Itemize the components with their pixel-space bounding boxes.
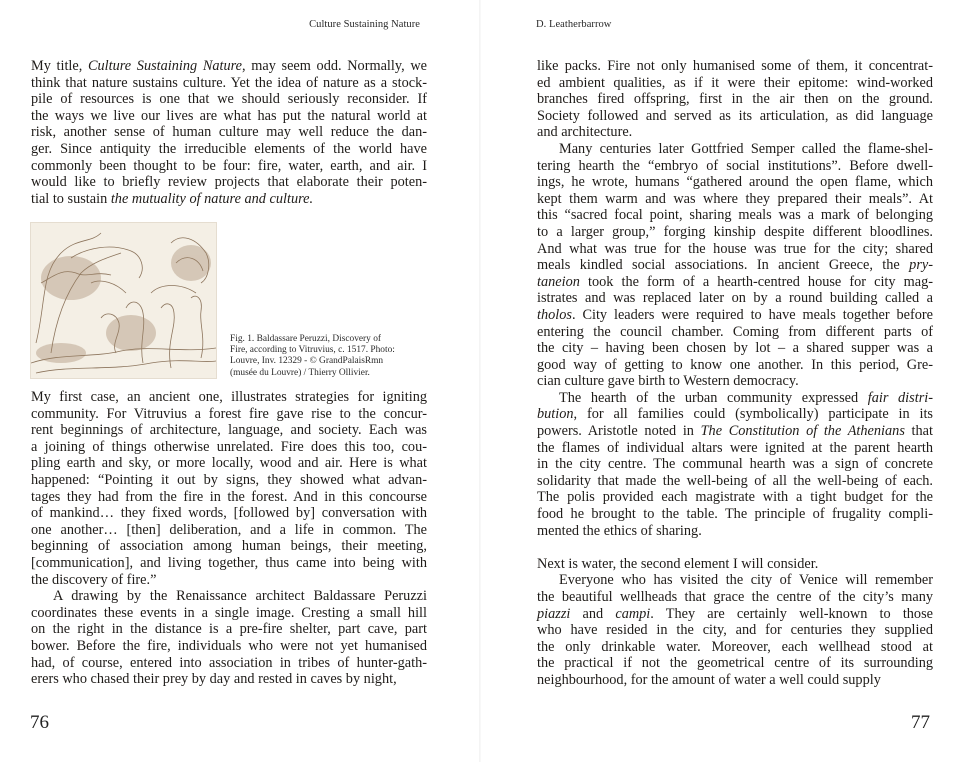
text-line: community. For Vitruvius a forest fire gave rise to the concur- [31,405,427,422]
text-line: The polis provided each magistrate with a tight budget for the [537,489,933,506]
text-line: cian culture gave birth to Western democracy. [537,373,799,390]
text-line: on the right in the distance is a pre-fire shelter, part cave, part [31,621,427,638]
running-head-left: Culture Sustaining Nature [309,19,420,30]
text-line: Everyone who has visited the city of Venice will remember [559,572,933,589]
text-line: the discovery of fire.” [31,571,157,588]
figure-peruzzi-drawing [30,222,217,379]
text-line: think that nature sustains culture. Yet the idea of nature as a stock- [31,74,427,91]
text-line: Many centuries later Gottfried Semper called the flame-shel- [559,140,933,157]
text-line: bution, for all families could (symbolically) participate in its [537,406,933,423]
intro-paragraph [31,58,427,207]
caption-line: Louvre, Inv. 12329 - © GrandPalaisRmn [230,356,384,367]
text-line: rent beginnings of architecture, language, and society. Each was [31,422,427,439]
text-line: powers. Aristotle noted in The Constitution of the Athenians that [537,423,933,440]
text-line: and architecture. [537,124,633,141]
text-line: erers who chased their prey by day and rested in caves by night, [31,671,397,688]
italic-text: piazzi [537,605,571,622]
text-line: the ways we live our lives are what has put the natural world at [31,107,427,124]
text-line: the practical if not the geometrical centre of its surrounding [537,655,933,672]
text-line: tering hearth the “embryo of social institutions”. Before dwell- [537,157,933,174]
text-line: And what was true for the house was true for the city; shared [537,240,933,257]
text-line: had, of course, entered into association in tribes of hunter-gath- [31,654,427,671]
italic-text: fair distri- [867,389,933,406]
text-line: tages they had from the fire in the forest. And in this concourse [31,488,427,505]
text-line: Society followed and served as its articulation, as did language [537,107,933,124]
text-line: kept them warm and was where they prepared their meals”. At [537,190,933,207]
text-line: food he brought to the table. The principle of frugality compli- [537,506,933,523]
text-line: ings, he wrote, humans “gathered around the open flame, which [537,174,933,191]
text-line: entering the council chamber. Coming from different parts of [537,323,933,340]
text-line: the city – having been chosen by lot – a shared supper was a [537,340,933,357]
text-line: pile of resources is one that we should seriously reconsider. If [31,91,427,108]
paragraph-break [537,539,933,556]
text-line: happened: “Pointing it out by signs, they showed what advan- [31,471,427,488]
text-line: meals kindled social associations. In ancient Greece, the pry- [537,257,933,274]
text-line: pling earth and sky, or more locally, wood and air. Here is what [31,455,427,472]
text-line: commonly been thought to be four: fire, water, earth, and air. I [31,157,427,174]
text-line: branches fired offspring, first in the air then on the ground. [537,91,933,108]
text-line: My first case, an ancient one, illustrates strategies for igniting [31,389,427,405]
page-number-left: 76 [30,712,49,733]
text-line: solidarity that made the well-being of all the well-being of each. [537,472,933,489]
text-line: coordinates these events in a single image. Cresting a small hill [31,604,427,621]
caption-line: (musée du Louvre) / Thierry Ollivier. [230,367,370,378]
text-line: of mankind… they fixed words, [followed by] conversation with [31,505,427,522]
italic-text: pry- [909,257,933,274]
text-line: to a larger group,” forging kinship despite different bloodlines. [537,223,933,240]
italic-text: Culture Sustaining Nature [87,58,243,74]
text-line: piazzi and campi. They are certainly well-known to those [537,605,933,622]
italic-text: the mutuality of nature and culture. [110,190,314,207]
drawing-illustration [31,223,216,378]
text-line: bower. Before the fire, individuals who were not yet humanised [31,637,427,654]
text-line: who have resided in the city, and for centuries they supplied [537,622,933,639]
caption-line: Fire, according to Vitruvius, c. 1517. Photo: [230,345,395,356]
figure-caption [230,334,430,379]
text-line: ger. Since antiquity the irreducible elements of the world have [31,140,427,157]
text-line: tholos. City leaders were required to have meals together before [537,306,933,323]
text-line: in the city centre. The communal hearth was a sign of concrete [537,456,933,473]
right-page [480,0,960,762]
text-line: would like to briefly review projects that elaborate their poten- [31,174,427,191]
text-line: one another… [then] deliberation, and a life in common. The [31,521,427,538]
italic-text: taneion [537,273,580,290]
text-line: this “sacred focal point, sharing meals was a mark of belonging [537,207,933,224]
italic-text: The Constitution of the Athenians [700,423,905,440]
text-line: tial to sustain the mutuality of nature and culture. [31,190,314,207]
text-line: the beautiful wellheads that grace the centre of the city’s many [537,589,933,605]
text-line: good way of getting to know one another. In this period, Gre- [537,356,933,373]
text-line: neighbourhood, for the amount of water a well could supply [537,671,881,688]
italic-text: bution [537,406,574,423]
text-line: risk, another sense of human culture may well reduce the dan- [31,124,427,141]
text-line: My title, Culture Sustaining Nature, may seem odd. Normally, we [31,58,427,74]
italic-text: tholos [537,306,572,323]
text-line: [communication], and living together, thus came into being with [31,554,427,571]
text-line: the only drinkable water. Moreover, each wellhead stood at [537,638,933,655]
text-line: istrates and was replaced later on by a round building called a [537,290,933,307]
body-text-left [31,389,427,688]
text-line: Next is water, the second element I will consider. [537,555,819,572]
text-line: taneion took the form of a hearth-centred house for city mag- [537,273,933,290]
text-line: a joining of things otherwise unrelated. Fire does this too, cou- [31,438,427,455]
text-line: the flames of individual altars were ignited at the parent hearth [537,439,933,456]
text-line: ed ambient qualities, as if it were their epitome: wind-worked [537,74,933,91]
text-line: mented the ethics of sharing. [537,522,702,539]
text-line: A drawing by the Renaissance architect Baldassare Peruzzi [53,588,427,605]
caption-line: Fig. 1. Baldassare Peruzzi, Discovery of [230,334,382,344]
body-text-right [537,58,933,689]
italic-text: campi [615,605,651,622]
page-number-right: 77 [911,712,930,733]
text-line: The hearth of the urban community expressed fair distri- [559,389,933,406]
running-head-right: D. Leatherbarrow [536,19,612,30]
text-line: beginning of association among human beings, their meeting, [31,538,427,555]
text-line: like packs. Fire not only humanised some of them, it concentrat- [537,58,933,74]
